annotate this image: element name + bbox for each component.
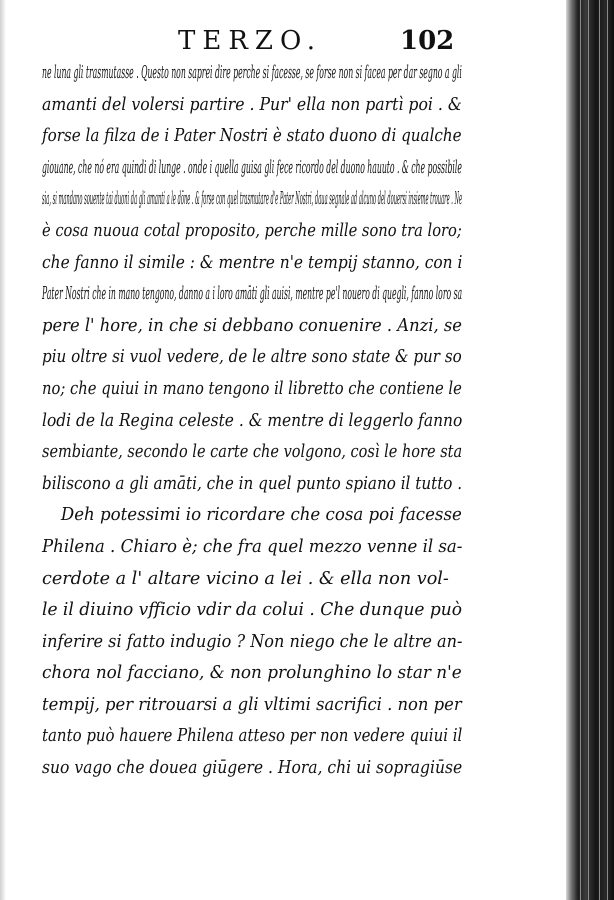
page-edge-line <box>588 0 589 900</box>
text-line: tanto può hauere Philena atteso per non vedere quiui il <box>42 726 463 747</box>
text-line: tempij, per ritrouarsi a gli vltimi sacrifici . non per <box>42 694 462 715</box>
text-line: pere l' hore, in che si debbano conuenire . Anzi, se <box>42 315 462 336</box>
text-line: biliscono a gli amāti, che in quel punto spiano il tutto . <box>42 473 463 494</box>
text-line: piu oltre si vuol vedere, de le altre sono state & pur so <box>42 347 462 368</box>
text-line: sembiante, secondo le carte che volgono, così le hore sta <box>42 442 463 463</box>
paragraph-start-line: Deh potessimi io ricordare che cosa poi facesse <box>60 505 462 526</box>
text-line: sia, si mandano souente tai duoni da gli amanti a le dōne . & forse con quel trasmutare d'e Pater Nostri, daua segnale ad alcuno del douersi insieme trouare . Ne <box>42 189 463 210</box>
text-line: no; che quiui in mano tengono il libretto che contiene le <box>42 378 462 399</box>
page-edge-line <box>580 0 581 900</box>
text-line: che fanno il simile : & mentre n'e tempij stanno, con i <box>42 252 463 273</box>
text-line: cerdote a l' altare vicino a lei . & ella non vol- <box>42 568 449 589</box>
text-line: inferire si fatto indugio ? Non niego che le altre an- <box>42 631 463 652</box>
text-line: le il diuino vfficio vdir da colui . Che dunque può <box>42 600 463 621</box>
body-text <box>42 58 462 785</box>
running-head <box>0 22 566 62</box>
page-number: 102 <box>400 26 455 56</box>
text-line: lodi de la Regina celeste . & mentre di leggerlo fanno <box>42 410 463 431</box>
text-line: ne luna gli trasmutasse . Questo non saprei dire perche si facesse, se forse non si facea per dar segno a gli <box>42 63 462 83</box>
text-line: forse la filza de i Pater Nostri è stato duono di qualche <box>42 126 462 147</box>
text-line: amanti del volersi partire . Pur' ella non partì poi . & <box>42 94 462 115</box>
text-line: Philena . Chiaro è; che fra quel mezzo venne il sa- <box>42 536 463 557</box>
text-line: è cosa nuoua cotal proposito, perche mille sono tra loro; <box>42 220 462 241</box>
text-line: suo vago che douea giūgere . Hora, chi ui sopragiūse <box>42 758 463 779</box>
book-edge-strip <box>566 0 614 900</box>
running-head-title: TERZO. <box>178 26 323 56</box>
text-line: Pater Nostri che in mano tengono, danno a i loro amāti gli auisi, mentre pe'l nouero di quegli, fanno loro sa <box>42 284 463 305</box>
text-line: giouane, che nó era quindi di lunge . onde i quella guisa gli fece ricordo del duono hauuto . & che possibile <box>42 157 462 178</box>
page-edge-line <box>607 0 608 900</box>
page-gutter-shadow <box>0 0 6 900</box>
page-edge-line <box>599 0 600 900</box>
text-line: chora nol facciano, & non prolunghino lo star n'e <box>42 663 462 684</box>
